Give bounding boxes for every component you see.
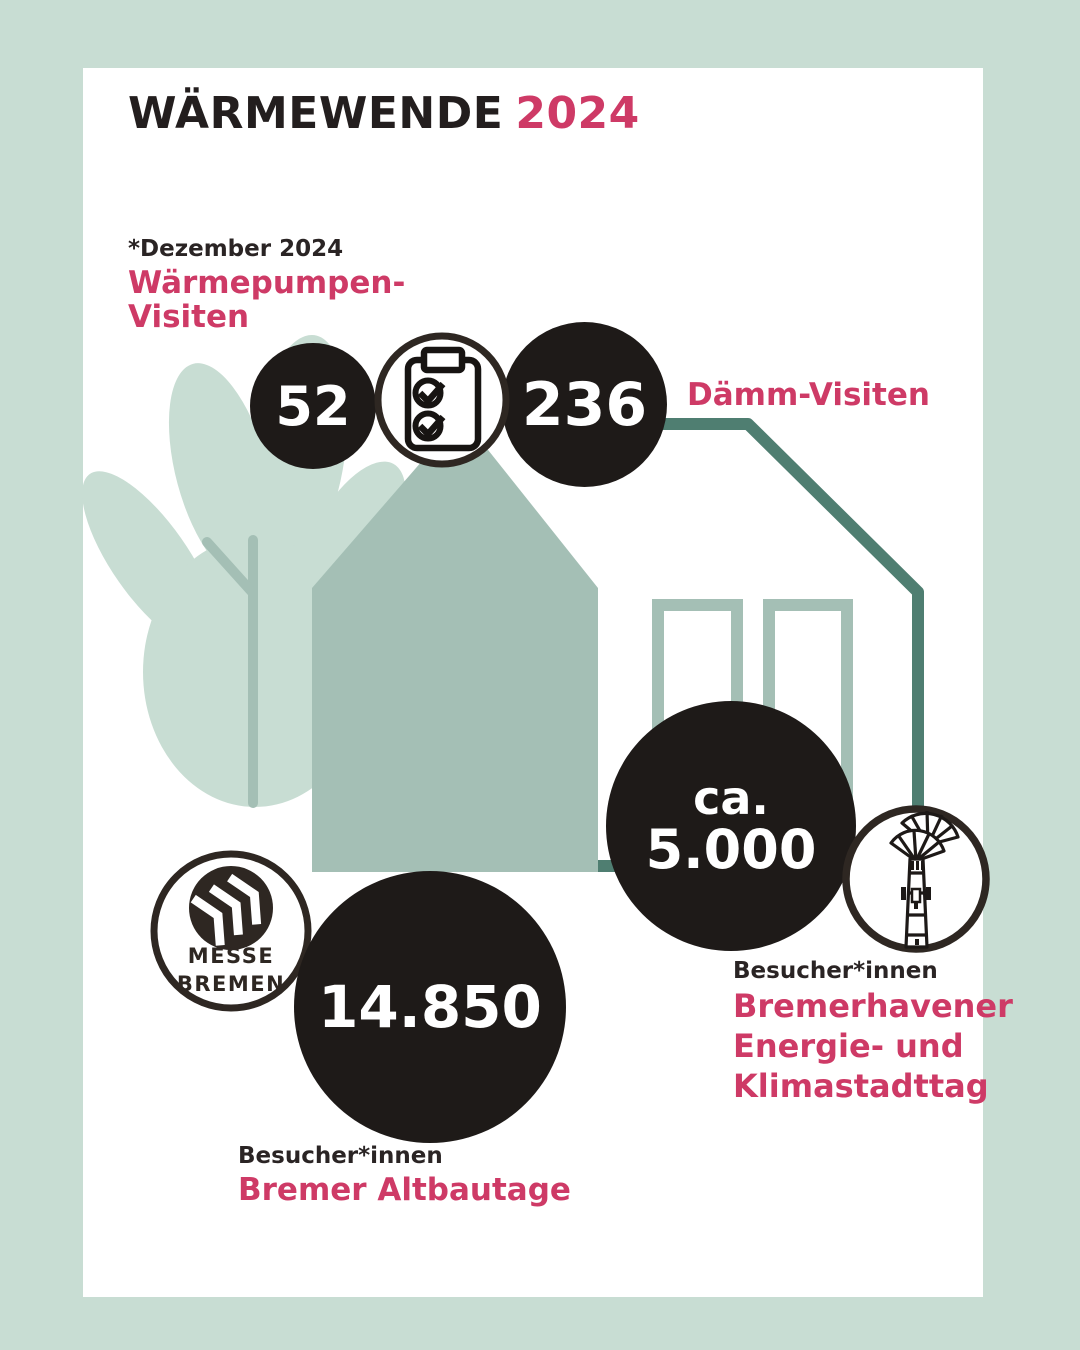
lighthouse-icon [838, 801, 994, 957]
altbautage-label: Bremer Altbautage [238, 1172, 571, 1208]
page-title [128, 88, 640, 139]
checklist-badge [372, 330, 512, 470]
klimastadttag-value: 5.000 [645, 817, 817, 881]
klimastadttag-value-prefix: ca. [693, 770, 769, 825]
messe-bremen-wordmark [146, 942, 316, 998]
klimastadttag-count-badge [606, 701, 856, 951]
klimastadttag-label-line2: Energie- und [733, 1027, 964, 1065]
heatpump-value: 52 [275, 374, 351, 438]
daemm-value: 236 [521, 369, 648, 440]
heatpump-label-line1: Wärmepumpen- [128, 265, 406, 301]
title-year: 2024 [515, 88, 640, 139]
heatpump-note: *Dezember 2024 [128, 236, 344, 262]
checklist-clipboard-icon [372, 330, 512, 470]
klimastadttag-label-line3: Klimastadttag [733, 1067, 989, 1105]
altbautage-count-badge [294, 871, 566, 1143]
klimastadttag-label-line1: Bremerhavener [733, 987, 1013, 1025]
klimastadttag-label [733, 986, 1013, 1106]
altbautage-visitors-label: Besucher*innen [238, 1143, 443, 1169]
messe-line: MESSE [187, 944, 275, 968]
klimastadttag-visitors-label: Besucher*innen [733, 958, 938, 984]
heatpump-label [128, 266, 405, 334]
bremen-line: BREMEN [176, 972, 286, 996]
daemm-label: Dämm-Visiten [687, 377, 930, 413]
heatpump-count-badge [250, 343, 376, 469]
daemm-count-badge [502, 322, 667, 487]
title-main: WÄRMEWENDE [128, 88, 504, 139]
heatpump-label-line2: Visiten [128, 299, 250, 335]
altbautage-value: 14.850 [318, 973, 542, 1041]
messe-bremen-logo [146, 846, 316, 1016]
lighthouse-badge [838, 801, 994, 957]
